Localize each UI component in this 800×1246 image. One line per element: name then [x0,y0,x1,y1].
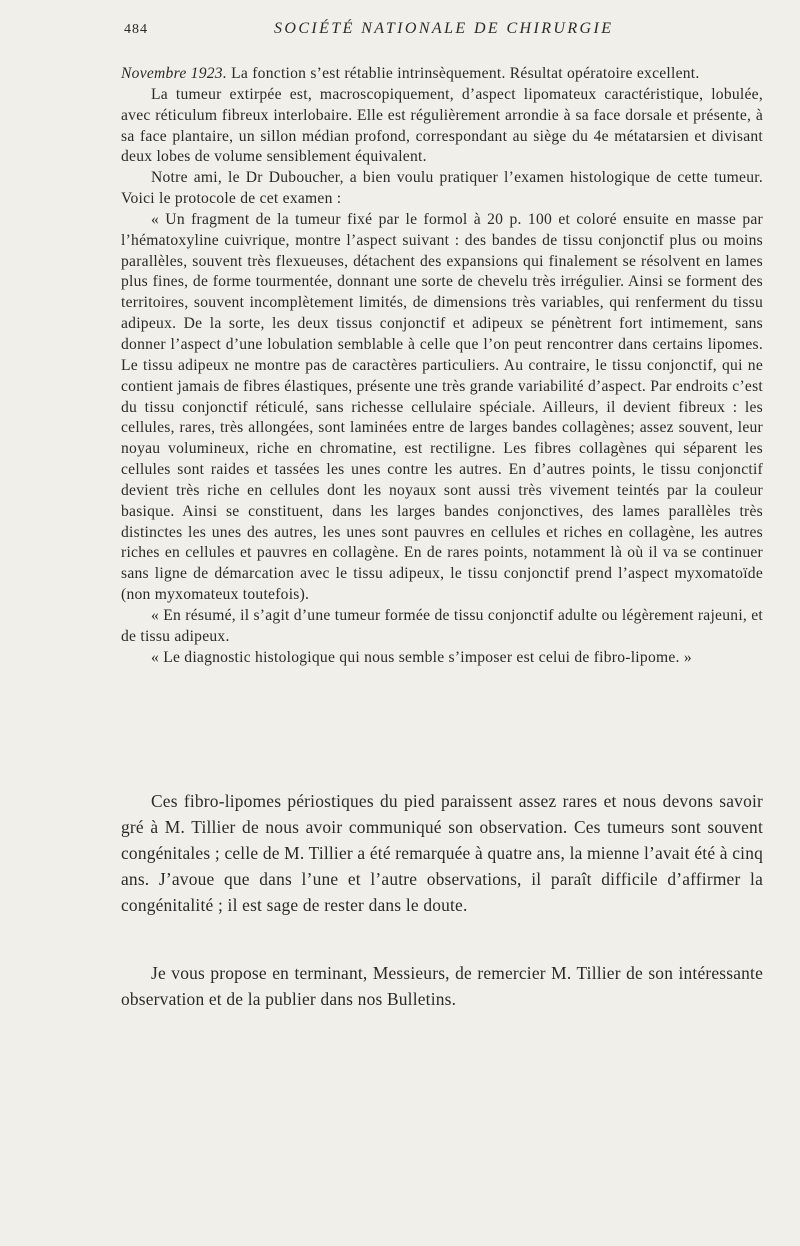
date-reference: Novembre 1923. [121,65,227,82]
protocol-paragraph: « Un fragment de la tumeur fixé par le formol à 20 p. 100 et coloré ensuite en masse par l’hématoxyline cuivrique, montre l’aspect suivant : des bandes de tissu conjonctif plus ou moins parallèles, souvent très flexueuses, détachent des expansions qui finalement se résolvent en lames plus fines, de forme tourmentée, donnant une sorte de chevelu très irrégulier. Ainsi se forment des territoires, souvent incomplètement limités, de dimensions très variables, qui renferment du tissu adipeux. De la sorte, les deux tissus conjonctif et adipeux se pénètrent fort intimement, sans donner l’aspect d’une lobulation semblable à celle que l’on peut rencontrer dans certains lipomes. Le tissu adipeux ne montre pas de caractères particuliers. Au contraire, le tissu conjonctif, qui ne contient jamais de fibres élastiques, présente une très grande variabilité d’aspect. Par endroits c’est du tissu conjonctif réticulé, sans richesse cellulaire spéciale. Ailleurs, il devient fibreux : les cellules, rares, très allongées, sont laminées entre de larges bandes collagènes; assez souvent, leur noyau volumineux, riche en chromatine, est rectiligne. Les fibres collagènes qui séparent les cellules sont raides et tassées les unes contre les autres. En d’autres points, le tissu conjonctif devient très riche en cellules dont les noyaux sont aussi très vivement teintés par la couleur basique. Ainsi se constituent, dans les larges bandes conjonctives, des lames parallèles très distinctes les unes des autres, les unes sont pauvres en cellules et riches en collagène, les autres riches en cellules et pauvres en collagène. En de rares points, notamment là où il va se continuer sans ligne de démarcation avec le tissu adipeux, le tissu conjonctif prend l’aspect myxomatoïde (non myxomateux toutefois). [121,210,763,604]
diagnosis-paragraph: « Le diagnostic histologique qui nous semble s’imposer est celui de fibro-lipome. » [151,648,692,666]
examiner-paragraph: Notre ami, le Dr Duboucher, a bien voulu pratiquer l’examen histologique de cette tumeur. Voici le protocole de cet examen : [121,169,763,208]
page-number: 484 [124,22,148,37]
outcome-paragraph [121,64,763,85]
summary-paragraph: « En résumé, il s’agit d’une tumeur formée de tissu conjonctif adulte ou légèrement rajeuni, et de tissu adipeux. [121,606,763,645]
page-header [124,20,764,44]
conclusion-paragraph [121,960,763,1012]
histology-report [121,64,763,668]
commentary-paragraph [121,788,763,918]
macroscopic-paragraph: La tumeur extirpée est, macroscopiquement, d’aspect lipomateux caractéristique, lobulée, avec réticulum fibreux interlobaire. Elle est régulièrement arrondie à sa face dorsale et présente, à sa face plantaire, un sillon médian profond, correspondant au siège du 4e métatarsien et divisant deux lobes de volume sensiblement équivalent. [121,85,763,166]
running-title: SOCIÉTÉ NATIONALE DE CHIRURGIE [274,20,614,37]
outcome-text: La fonction s’est rétablie intrinsèquement. Résultat opératoire excellent. [227,65,700,82]
commentary-text: Ces fibro-lipomes périostiques du pied paraissent assez rares et nous devons savoir gré à M. Tillier de nous avoir communiqué son observation. Ces tumeurs sont souvent congénitales ; celle de M. Tillier a été remarquée à quatre ans, la mienne l’avait été à cinq ans. J’avoue que dans l’une et l’autre observations, il paraît difficile d’affirmer la congénitalité ; il est sage de rester dans le doute. [121,791,763,915]
conclusion-text: Je vous propose en terminant, Messieurs, de remercier M. Tillier de son intéressante observation et de la publier dans nos Bulletins. [121,963,763,1009]
